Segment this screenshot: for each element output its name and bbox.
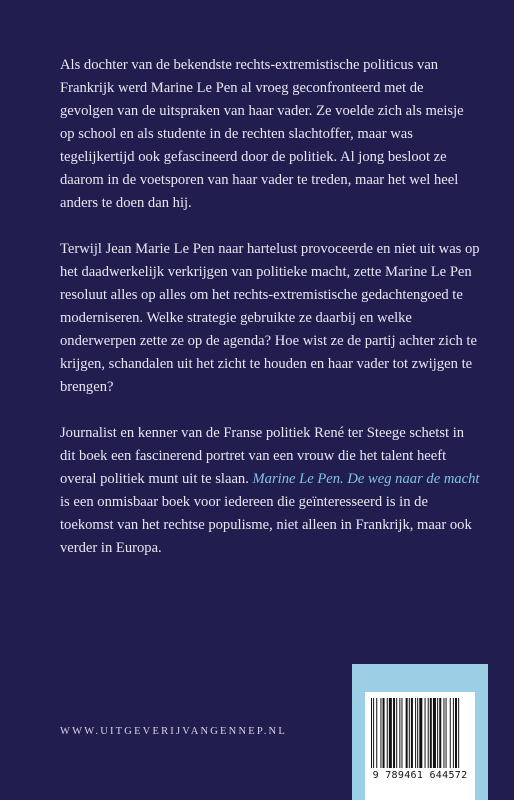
barcode-bar (439, 698, 441, 768)
barcode-bar (399, 698, 400, 768)
isbn-digits: 9 789461 644572 (372, 770, 468, 781)
barcode-bar (458, 698, 459, 768)
barcode-bar (396, 698, 397, 768)
blurb-paragraph-2: Terwijl Jean Marie Le Pen naar hartelust provoceerde en niet uit was op het daadwerkelijk verkrijgen van politieke macht, zette Marine Le Pen resoluut alles op alles om het rechts-extremistische gedachtengoed te moderniseren. Welke strategie gebruikte ze daarbij en welke onderwerpen zette ze op de agenda? Hoe wist ze de partij achter zich te krijgen, schandalen uit het zicht te houden en haar vader tot zwijgen te brengen? (60, 241, 480, 395)
barcode-icon (369, 698, 471, 772)
barcode-bar (419, 698, 422, 768)
barcode-bar (371, 698, 372, 768)
barcode-bar (383, 698, 385, 768)
barcode-bar (393, 698, 395, 768)
barcode-bar (443, 698, 444, 768)
blurb-text (60, 54, 480, 583)
book-title-italic: Marine Le Pen. De weg naar de macht (252, 471, 480, 487)
barcode-bar (450, 698, 451, 768)
barcode-bar (387, 698, 388, 768)
publisher-website: WWW.UITGEVERIJVANGENNEP.NL (60, 726, 287, 737)
barcode-bar (389, 698, 392, 768)
barcode-bar (437, 698, 438, 768)
barcode-bar (406, 698, 408, 768)
blurb-paragraph-3-end: is een onmisbaar boek voor iedereen die geïnteresseerd is in de toekomst van het rechtse populisme, niet alleen in Frankrijk, maar ook verder in Europa. (60, 494, 472, 556)
barcode-bar (373, 698, 374, 768)
blurb-paragraph-1: Als dochter van de bekendste rechts-extremistische politicus van Frankrijk werd Marine Le Pen al vroeg geconfronteerd met de gevolgen van de uitspraken van haar vader. Ze voelde zich als meisje op school en als studente in de rechten slachtoffer, maar was tegelijkertijd ook gefascineerd door de politiek. Al jong besloot ze daarom in de voetsporen van haar vader te treden, maar het wel heel anders te doen dan hij. (60, 57, 464, 211)
barcode-bar (428, 698, 429, 768)
barcode-bar (411, 698, 413, 768)
barcode-panel (352, 664, 488, 800)
barcode-bar (417, 698, 418, 768)
barcode-bar (376, 698, 377, 768)
blurb-paragraph-3-start: Journalist en kenner van de Franse politiek René ter Steege schetst in dit boek een fascinerend portret van een vrouw die het talent heeft overal politiek munt uit te slaan. (60, 425, 465, 487)
barcode-bar (409, 698, 410, 768)
barcode-bar (453, 698, 454, 768)
barcode-bar (455, 698, 457, 768)
barcode-area (365, 692, 475, 800)
barcode-bar (380, 698, 381, 768)
barcode-bar (425, 698, 426, 768)
barcode-bar (415, 698, 416, 768)
barcode-bar (446, 698, 447, 768)
barcode-bar (401, 698, 402, 768)
barcode-bar (433, 698, 436, 768)
barcode-bar (430, 698, 432, 768)
blurb-paragraph-3 (60, 422, 480, 560)
